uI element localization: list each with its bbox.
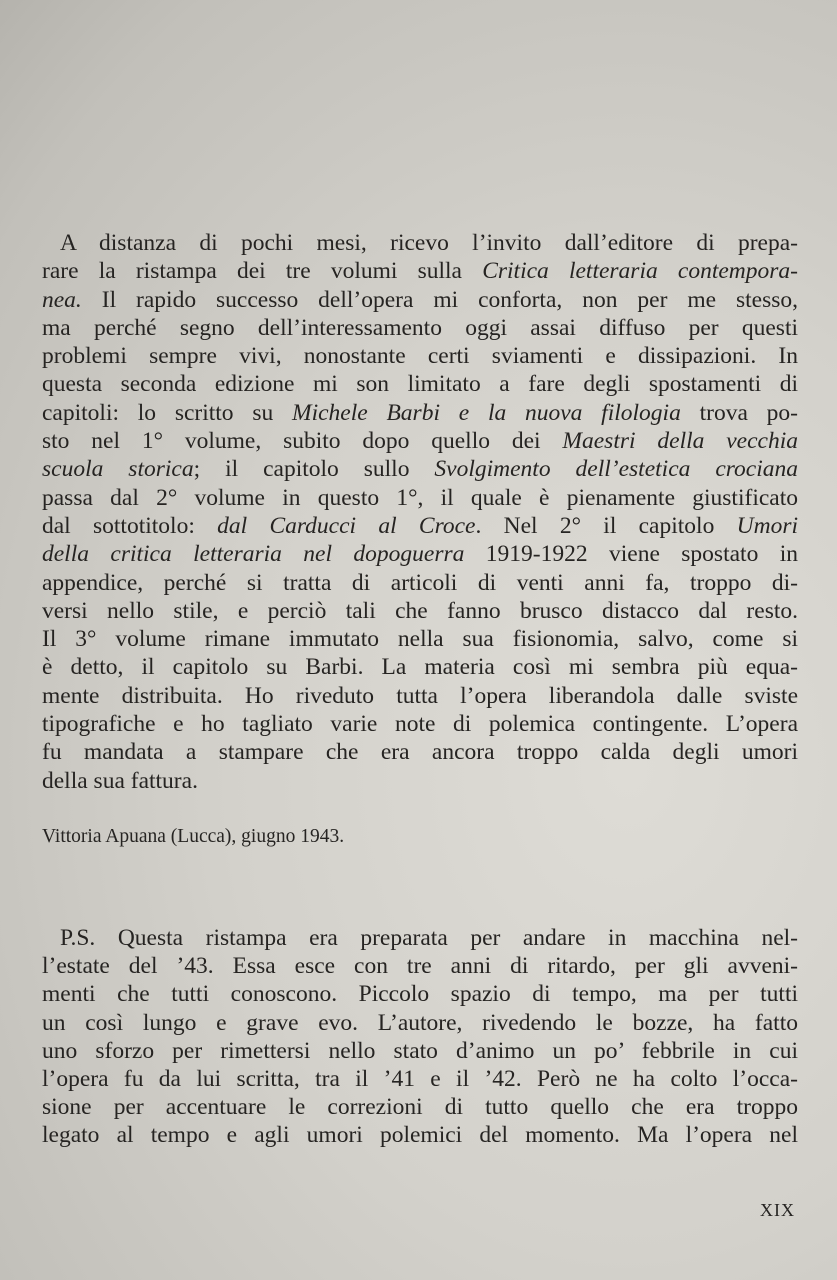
text-line	[42, 484, 798, 512]
text-line	[42, 370, 798, 398]
text-line	[42, 653, 798, 681]
italic-title-text: della critica letteraria nel dopoguerra	[42, 541, 465, 568]
body-text: . Nel 2° il capitolo	[475, 512, 737, 539]
body-text: capitoli: lo scritto su	[42, 399, 292, 426]
body-text: 1919-1922 viene spostato in	[464, 541, 798, 568]
text-line	[42, 540, 798, 568]
body-text: fu mandata a stampare che era ancora troppo calda degli umori	[42, 739, 798, 766]
body-text: Il 3° volume rimane immutato nella sua fisionomia, salvo, come si	[42, 626, 798, 653]
italic-title-text: Maestri della vecchia	[562, 428, 798, 455]
body-text: trova po-	[680, 399, 798, 426]
body-text: passa dal 2° volume in questo 1°, il quale è pienamente giustificato	[42, 484, 798, 511]
text-line	[42, 1037, 798, 1065]
body-text: Il rapido successo dell’opera mi conforta, non per me stesso,	[81, 286, 798, 313]
italic-title-text: Svolgimento dell’estetica crociana	[434, 456, 798, 483]
text-line	[42, 512, 798, 540]
text-line	[42, 682, 798, 710]
text-line	[42, 597, 798, 625]
postscript-paragraph	[42, 924, 798, 1150]
italic-title-text: Critica letteraria contempora-	[482, 258, 799, 285]
italic-title-text: Michele Barbi e la nuova filologia	[292, 399, 681, 426]
text-line	[42, 710, 798, 738]
text-line	[42, 455, 798, 483]
italic-title-text: nea.	[42, 286, 82, 313]
text-line	[42, 399, 798, 427]
italic-title-text: dal Carducci al Croce	[217, 512, 476, 539]
text-line	[42, 1065, 798, 1093]
text-line	[42, 427, 798, 455]
text-line	[42, 738, 798, 766]
text-line	[42, 952, 798, 980]
text-line	[42, 342, 798, 370]
text-line	[42, 569, 798, 597]
text-line	[42, 980, 798, 1008]
text-line	[42, 286, 798, 314]
body-text: questa seconda edizione mi son limitato a fare degli spostamenti di	[42, 371, 798, 398]
text-line	[42, 924, 798, 952]
text-line	[42, 1093, 798, 1121]
body-text: dal sottotitolo:	[42, 512, 218, 539]
text-line	[42, 625, 798, 653]
page-number: XIX	[760, 1200, 795, 1220]
text-line	[42, 1121, 798, 1149]
body-text: ma perché segno dell’interessamento oggi assai diffuso per questi	[42, 314, 798, 341]
body-text: l’opera fu da lui scritta, tra il ’41 e il ’42. Però ne ha colto l’occa-	[42, 1065, 798, 1092]
body-text: rare la ristampa dei tre volumi sulla	[42, 258, 483, 285]
body-text: menti che tutti conoscono. Piccolo spazio di tempo, ma per tutti	[42, 981, 798, 1008]
body-text: A distanza di pochi mesi, ricevo l’invito dall’editore di prepa-	[60, 230, 798, 256]
body-text: legato al tempo e agli umori polemici del momento. Ma l’opera nel	[42, 1122, 798, 1149]
italic-title-text: scuola storica	[42, 456, 194, 483]
text-line	[42, 229, 798, 257]
italic-title-text: Umori	[736, 512, 798, 539]
text-line	[42, 314, 798, 342]
text-line	[42, 1009, 798, 1037]
body-text: mente distribuita. Ho riveduto tutta l’opera liberandola dalle sviste	[42, 682, 798, 709]
body-text: tipografiche e ho tagliato varie note di polemica contingente. L’opera	[42, 711, 798, 738]
body-text: P.S. Questa ristampa era preparata per andare in macchina nel-	[60, 925, 798, 951]
body-text: della sua fattura.	[42, 767, 198, 794]
body-text: appendice, perché si tratta di articoli di venti anni fa, troppo di-	[42, 569, 798, 596]
body-text: l’estate del ’43. Essa esce con tre anni di ritardo, per gli avveni-	[42, 953, 798, 980]
signature-place-date: Vittoria Apuana (Lucca), giugno 1943.	[42, 826, 345, 847]
preface-paragraph	[42, 229, 798, 795]
body-text: sto nel 1° volume, subito dopo quello dei	[42, 428, 563, 455]
body-text: problemi sempre vivi, nonostante certi sviamenti e dissipazioni. In	[42, 343, 798, 370]
body-text: è detto, il capitolo su Barbi. La materia così mi sembra più equa-	[42, 654, 798, 681]
body-text: versi nello stile, e perciò tali che fanno brusco distacco dal resto.	[42, 597, 798, 624]
text-line	[42, 257, 798, 285]
body-text: ; il capitolo sullo	[193, 456, 435, 483]
body-text: sione per accentuare le correzioni di tutto quello che era troppo	[42, 1094, 798, 1121]
text-line	[42, 767, 798, 795]
body-text: un così lungo e grave evo. L’autore, rivedendo le bozze, ha fatto	[42, 1009, 798, 1036]
body-text: uno sforzo per rimettersi nello stato d’animo un po’ febbrile in cui	[42, 1037, 798, 1064]
